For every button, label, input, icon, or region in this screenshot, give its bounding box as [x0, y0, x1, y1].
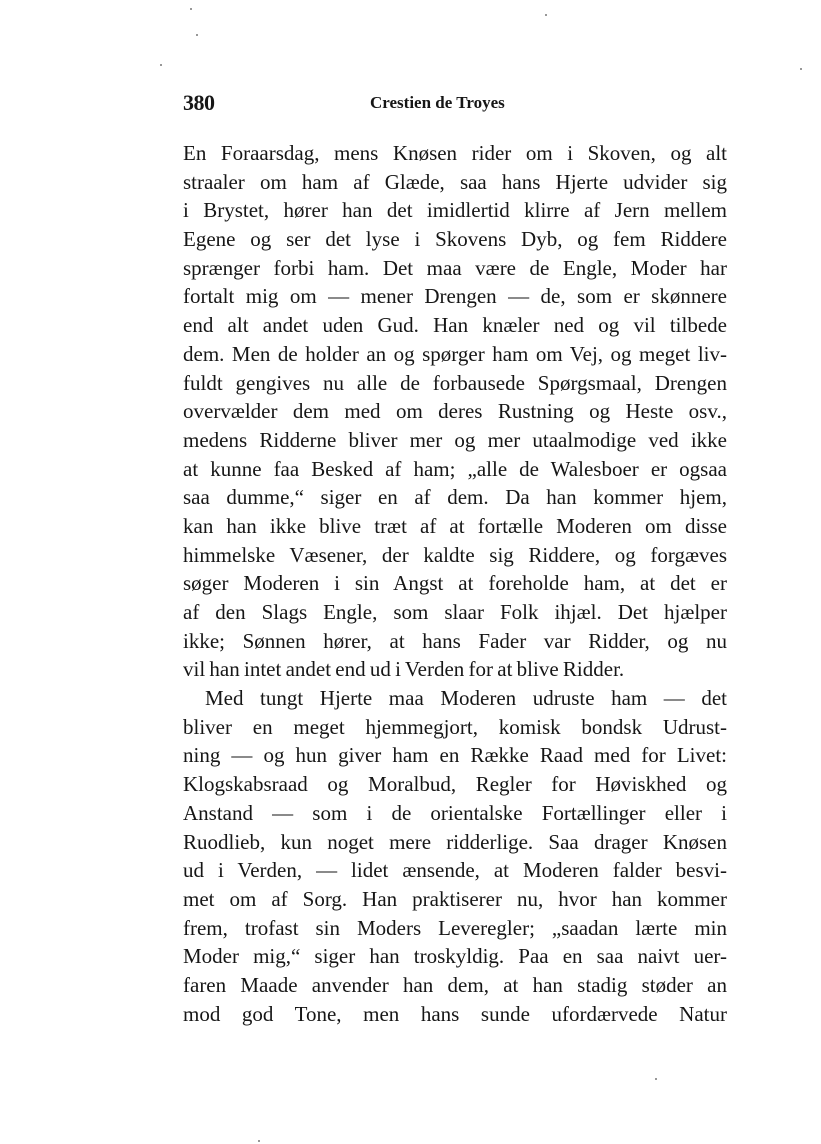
text-line: kan han ikke blive træt af at fortælle Moderen om disse: [183, 513, 727, 538]
text-line: Ruodlieb, kun noget mere ridderlige. Saa drager Knøsen: [183, 829, 727, 854]
paragraph: [183, 684, 727, 1028]
text-line: ikke; Sønnen hører, at hans Fader var Ridder, og nu: [183, 628, 727, 653]
text-line: i Brystet, hører han det imidlertid klirre af Jern mellem: [183, 198, 727, 223]
scan-speck: [196, 34, 198, 36]
text-line: Moder mig,“ siger han troskyldig. Paa en saa naivt uer-: [183, 944, 727, 969]
text-line: fortalt mig om — mener Drengen — de, som er skønnere: [183, 284, 727, 309]
scan-speck: [160, 64, 162, 66]
text-line: medens Ridderne bliver mer og mer utaalmodige ved ikke: [183, 427, 727, 452]
text-line: at kunne faa Besked af ham; „alle de Walesboer er ogsaa: [183, 456, 727, 481]
text-line: bliver en meget hjemmegjort, komisk bondsk Udrust-: [183, 714, 727, 739]
text-line: ud i Verden, — lidet ænsende, at Moderen falder besvi-: [183, 858, 727, 883]
paragraph: [183, 139, 727, 684]
text-line: mod god Tone, men hans sunde ufordærvede Natur: [183, 1001, 727, 1026]
text-line: Med tungt Hjerte maa Moderen udruste ham — det: [205, 686, 727, 711]
text-line: faren Maade anvender han dem, at han stadig støder an: [183, 972, 727, 997]
text-line: sprænger forbi ham. Det maa være de Engle, Moder har: [183, 255, 727, 280]
scan-speck: [655, 1078, 657, 1080]
text-line: himmelske Væsener, der kaldte sig Riddere, og forgæves: [183, 542, 727, 567]
text-line: end alt andet uden Gud. Han knæler ned og vil tilbede: [183, 313, 727, 338]
text-line: Anstand — som i de orientalske Fortællinger eller i: [183, 800, 727, 825]
scan-speck: [190, 8, 192, 10]
scan-speck: [258, 1140, 260, 1142]
text-line: ning — og hun giver ham en Række Raad med for Livet:: [183, 743, 727, 768]
text-line: Klogskabsraad og Moralbud, Regler for Høviskhed og: [183, 772, 727, 797]
text-line: Egene og ser det lyse i Skovens Dyb, og fem Riddere: [183, 227, 727, 252]
text-line: søger Moderen i sin Angst at foreholde ham, at det er: [183, 571, 727, 596]
text-line: fuldt gengives nu alle de forbausede Spørgsmaal, Drengen: [183, 370, 727, 395]
running-head: Crestien de Troyes: [370, 93, 505, 112]
text-line: dem. Men de holder an og spørger ham om Vej, og meget liv-: [183, 341, 727, 366]
scan-speck: [800, 68, 802, 70]
text-line: frem, trofast sin Moders Leveregler; „saadan lærte min: [183, 915, 727, 940]
text-line: vil han intet andet end ud i Verden for at blive Ridder.: [183, 657, 625, 682]
page-number: 380: [183, 90, 215, 115]
text-line: af den Slags Engle, som slaar Folk ihjæl. Det hjælper: [183, 600, 727, 624]
body-text: [183, 139, 727, 1028]
page-header: [183, 90, 727, 120]
text-line: En Foraarsdag, mens Knøsen rider om i Skoven, og alt: [183, 141, 727, 165]
text-line: straaler om ham af Glæde, saa hans Hjerte udvider sig: [183, 169, 727, 194]
scan-speck: [545, 14, 547, 16]
text-line: saa dumme,“ siger en af dem. Da han kommer hjem,: [183, 485, 727, 510]
text-line: met om af Sorg. Han praktiserer nu, hvor han kommer: [183, 886, 727, 911]
text-line: overvælder dem med om deres Rustning og Heste osv.,: [183, 399, 727, 424]
